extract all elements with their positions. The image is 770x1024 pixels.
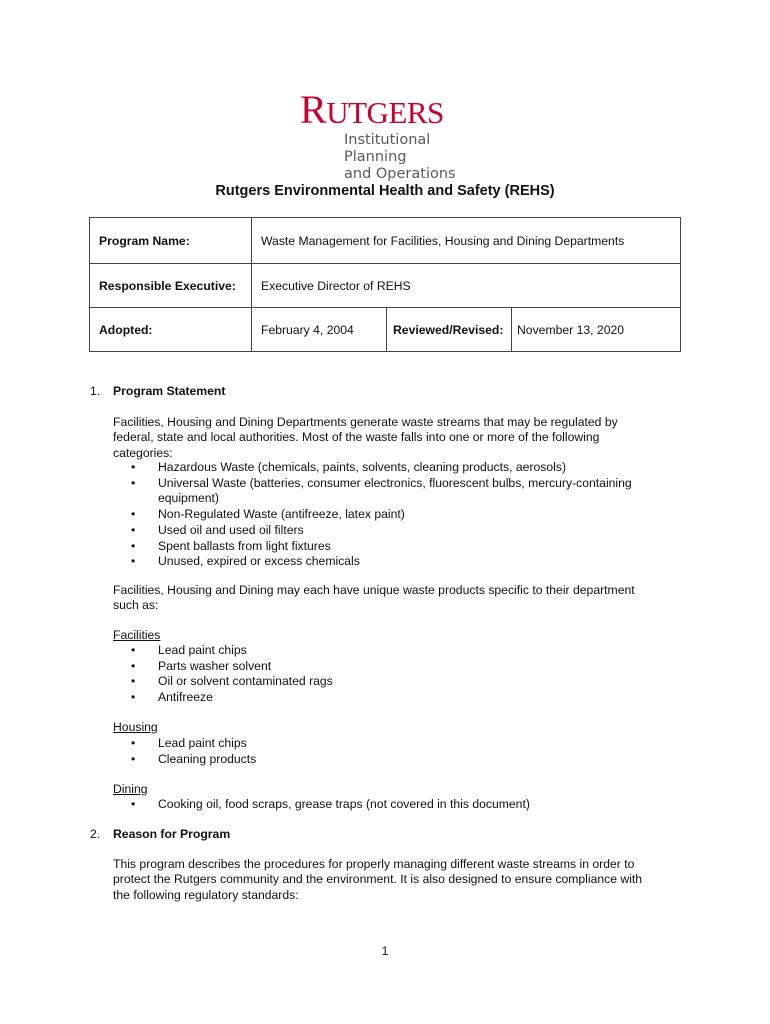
list-item-continuation: equipment) bbox=[158, 491, 219, 506]
page-number: 1 bbox=[381, 944, 389, 958]
adopted-label: Adopted: bbox=[90, 308, 252, 352]
section-1-paragraph-1: Facilities, Housing and Dining Departments generate waste streams that may be regulated by federal, state and local authorities. Most of the waste falls into one or more of the following categories: bbox=[113, 415, 618, 460]
section-1-number: 1. bbox=[90, 384, 101, 398]
section-1-heading: Program Statement bbox=[113, 384, 226, 398]
waste-categories-list bbox=[131, 460, 632, 570]
document-title: Rutgers Environmental Health and Safety (REHS) bbox=[215, 183, 555, 199]
list-item: • Antifreeze bbox=[131, 690, 213, 705]
responsible-executive-label: Responsible Executive: bbox=[90, 264, 252, 308]
dining-list bbox=[131, 797, 530, 813]
facilities-list bbox=[131, 643, 333, 706]
rutgers-logo bbox=[300, 87, 480, 182]
responsible-executive-value: Executive Director of REHS bbox=[252, 264, 681, 308]
dining-heading: Dining bbox=[113, 782, 148, 796]
program-name-label: Program Name: bbox=[90, 218, 252, 264]
list-item: • Cleaning products bbox=[131, 751, 257, 766]
list-item: • Universal Waste (batteries, consumer electronics, fluorescent bulbs, mercury-containing bbox=[131, 475, 632, 490]
list-item: • Non-Regulated Waste (antifreeze, latex paint) bbox=[131, 507, 405, 522]
list-item: • Lead paint chips bbox=[131, 643, 247, 657]
list-item: • Parts washer solvent bbox=[131, 658, 272, 673]
logo-wordmark: RUTGERS bbox=[300, 87, 444, 132]
housing-list bbox=[131, 736, 256, 767]
list-item: • Hazardous Waste (chemicals, paints, solvents, cleaning products, aerosols) bbox=[131, 460, 567, 474]
section-1-paragraph-2: Facilities, Housing and Dining may each have unique waste products specific to their department such as: bbox=[113, 583, 635, 613]
list-item: • Used oil and used oil filters bbox=[131, 522, 304, 537]
reviewed-revised-value: November 13, 2020 bbox=[512, 308, 681, 352]
program-name-value: Waste Management for Facilities, Housing and Dining Departments bbox=[252, 218, 681, 264]
section-2-number: 2. bbox=[90, 827, 101, 841]
list-item: • Lead paint chips bbox=[131, 736, 247, 750]
section-2-paragraph: This program describes the procedures for properly managing different waste streams in order to protect the Rutgers community and the environment. It is also designed to ensure compliance with the following regulatory standards: bbox=[113, 857, 643, 902]
reviewed-revised-label: Reviewed/Revised: bbox=[387, 308, 512, 352]
program-info-table bbox=[89, 217, 681, 352]
list-item: • Cooking oil, food scraps, grease traps (not covered in this document) bbox=[131, 797, 530, 811]
list-item: • Spent ballasts from light fixtures bbox=[131, 538, 331, 553]
section-2-heading: Reason for Program bbox=[113, 827, 231, 841]
list-item: • Unused, expired or excess chemicals bbox=[131, 554, 360, 569]
adopted-value: February 4, 2004 bbox=[252, 308, 387, 352]
housing-heading: Housing bbox=[113, 720, 158, 734]
logo-subtitle: Institutional Planning and Operations bbox=[344, 132, 456, 182]
list-item: • Oil or solvent contaminated rags bbox=[131, 674, 333, 689]
facilities-heading: Facilities bbox=[113, 628, 161, 642]
